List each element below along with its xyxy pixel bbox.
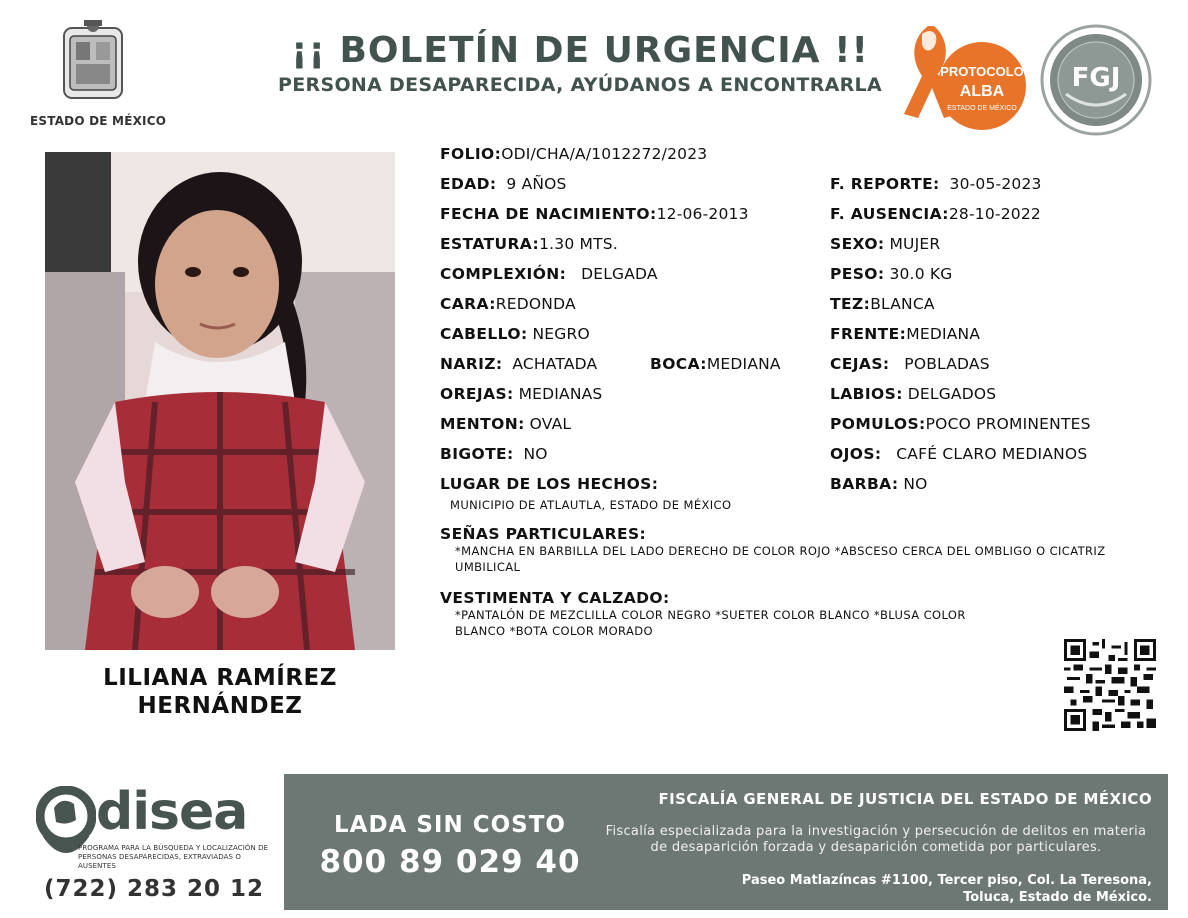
field-peso bbox=[830, 265, 952, 283]
person-name-line2: HERNÁNDEZ bbox=[137, 693, 303, 719]
qr-code-icon bbox=[1064, 639, 1156, 731]
alba-line1: PROTOCOLO bbox=[940, 64, 1024, 79]
pomulos-label: POMULOS: bbox=[830, 415, 926, 433]
bulletin-title: ¡¡ BOLETÍN DE URGENCIA !! bbox=[291, 30, 869, 71]
field-edad bbox=[440, 175, 567, 193]
sexo-label: SEXO: bbox=[830, 235, 885, 253]
nariz-label: NARIZ: bbox=[440, 355, 503, 373]
agency-name: FISCALÍA GENERAL DE JUSTICIA DEL ESTADO DE MÉXICO bbox=[658, 790, 1152, 808]
field-pomulos bbox=[830, 415, 1091, 433]
ojos-label: OJOS: bbox=[830, 445, 882, 463]
odisea-tagline: PROGRAMA PARA LA BÚSQUEDA Y LOCALIZACIÓN DE PERSONAS DESAPARECIDAS, EXTRAVIADAS O AUSENTES bbox=[78, 844, 269, 870]
bigote-label: BIGOTE: bbox=[440, 445, 514, 463]
field-nariz bbox=[440, 355, 597, 373]
field-tez bbox=[830, 295, 935, 313]
field-menton bbox=[440, 415, 571, 433]
pomulos-value: POCO PROMINENTES bbox=[925, 415, 1091, 433]
person-name-line1: LILIANA RAMÍREZ bbox=[103, 665, 337, 691]
folio-value: ODI/CHA/A/1012272/2023 bbox=[501, 145, 708, 163]
folio-label: FOLIO: bbox=[440, 145, 502, 163]
orejas-label: OREJAS: bbox=[440, 385, 514, 403]
nariz-value: ACHATADA bbox=[512, 355, 598, 373]
estatura-label: ESTATURA: bbox=[440, 235, 540, 253]
odisea-logo bbox=[36, 782, 272, 878]
f-reporte-value: 30-05-2023 bbox=[949, 175, 1042, 193]
field-bigote bbox=[440, 445, 548, 463]
tez-label: TEZ: bbox=[830, 295, 871, 313]
state-label: ESTADO DE MÉXICO bbox=[30, 114, 167, 128]
fecha-nacimiento-label: FECHA DE NACIMIENTO: bbox=[440, 205, 657, 223]
cara-label: CARA: bbox=[440, 295, 496, 313]
field-labios bbox=[830, 385, 996, 403]
girl-photo bbox=[45, 152, 395, 650]
menton-value: OVAL bbox=[529, 415, 572, 433]
tez-value: BLANCA bbox=[870, 295, 935, 313]
sexo-value: MUJER bbox=[889, 235, 941, 253]
f-reporte-label: F. REPORTE: bbox=[830, 175, 940, 193]
peso-label: PESO: bbox=[830, 265, 885, 283]
ojos-value: CAFÉ CLARO MEDIANOS bbox=[896, 445, 1088, 463]
barba-value: NO bbox=[903, 475, 928, 493]
fgj-logo-text: FGJ bbox=[1071, 63, 1121, 93]
odisea-phone: (722) 283 20 12 bbox=[43, 876, 265, 902]
cara-value: REDONDA bbox=[495, 295, 576, 313]
field-cabello bbox=[440, 325, 590, 343]
alba-line2: ALBA bbox=[959, 83, 1005, 100]
field-cejas bbox=[830, 355, 990, 373]
lada-phone-number: 800 89 029 40 bbox=[319, 844, 581, 880]
field-boca bbox=[650, 355, 781, 373]
field-ojos bbox=[830, 445, 1087, 463]
boca-label: BOCA: bbox=[650, 355, 707, 373]
field-orejas bbox=[440, 385, 602, 403]
fgj-logo bbox=[1040, 24, 1152, 136]
vestimenta-label: VESTIMENTA Y CALZADO: bbox=[440, 589, 670, 607]
complexion-value: DELGADA bbox=[581, 265, 658, 283]
peso-value: 30.0 KG bbox=[889, 265, 953, 283]
protocolo-alba-logo bbox=[900, 18, 1030, 136]
field-fecha-nacimiento bbox=[440, 205, 749, 223]
field-sexo bbox=[830, 235, 940, 253]
field-barba bbox=[830, 475, 928, 493]
vestimenta-value: *PANTALÓN DE MEZCLILLA COLOR NEGRO *SUETER COLOR BLANCO *BLUSA COLOR BLANCO *BOTA COLOR MORADO bbox=[455, 608, 966, 638]
orejas-value: MEDIANAS bbox=[518, 385, 603, 403]
senas-label: SEÑAS PARTICULARES: bbox=[440, 525, 647, 543]
field-estatura bbox=[440, 235, 618, 253]
fecha-nacimiento-value: 12-06-2013 bbox=[656, 205, 749, 223]
address-line1: Paseo Matlazíncas #1100, Tercer piso, Col. La Teresona, bbox=[741, 873, 1152, 888]
f-ausencia-label: F. AUSENCIA: bbox=[830, 205, 949, 223]
address-line2: Toluca, Estado de México. bbox=[963, 890, 1152, 905]
agency-description: Fiscalía especializada para la investigación y persecución de delitos en materia de desaparición forzada y desaparición cometida por particulares. bbox=[605, 824, 1147, 855]
barba-label: BARBA: bbox=[830, 475, 899, 493]
edomex-logo bbox=[30, 18, 167, 130]
alba-line3: ESTADO DE MÉXICO bbox=[947, 105, 1017, 112]
labios-value: DELGADOS bbox=[907, 385, 997, 403]
field-cara bbox=[440, 295, 576, 313]
cejas-label: CEJAS: bbox=[830, 355, 890, 373]
frente-value: MEDIANA bbox=[906, 325, 981, 343]
coat-of-arms-icon bbox=[58, 18, 128, 104]
bigote-value: NO bbox=[523, 445, 548, 463]
odisea-brand: disea bbox=[96, 782, 248, 842]
agency-address bbox=[600, 872, 1152, 906]
labios-label: LABIOS: bbox=[830, 385, 903, 403]
menton-label: MENTON: bbox=[440, 415, 525, 433]
person-name bbox=[45, 664, 395, 720]
edad-value: 9 AÑOS bbox=[506, 175, 567, 193]
lugar-value: MUNICIPIO DE ATLAUTLA, ESTADO DE MÉXICO bbox=[450, 498, 732, 512]
field-lugar bbox=[440, 475, 658, 493]
complexion-label: COMPLEXIÓN: bbox=[440, 265, 567, 283]
cabello-value: NEGRO bbox=[532, 325, 590, 343]
edad-label: EDAD: bbox=[440, 175, 497, 193]
field-complexion bbox=[440, 265, 658, 283]
lugar-label: LUGAR DE LOS HECHOS: bbox=[440, 475, 659, 493]
frente-label: FRENTE: bbox=[830, 325, 907, 343]
lada-label: LADA SIN COSTO bbox=[334, 812, 566, 838]
field-f-ausencia bbox=[830, 205, 1041, 223]
boca-value: MEDIANA bbox=[706, 355, 781, 373]
estatura-value: 1.30 MTS. bbox=[539, 235, 618, 253]
field-f-reporte bbox=[830, 175, 1042, 193]
field-folio bbox=[440, 145, 707, 163]
senas-value: *MANCHA EN BARBILLA DEL LADO DERECHO DE COLOR ROJO *ABSCESO CERCA DEL OMBLIGO O CICATRIZ UMBILICAL bbox=[455, 544, 1106, 574]
f-ausencia-value: 28-10-2022 bbox=[948, 205, 1041, 223]
field-frente bbox=[830, 325, 980, 343]
bulletin-subtitle: PERSONA DESAPARECIDA, AYÚDANOS A ENCONTRARLA bbox=[278, 74, 882, 96]
cejas-value: POBLADAS bbox=[904, 355, 990, 373]
cabello-label: CABELLO: bbox=[440, 325, 528, 343]
